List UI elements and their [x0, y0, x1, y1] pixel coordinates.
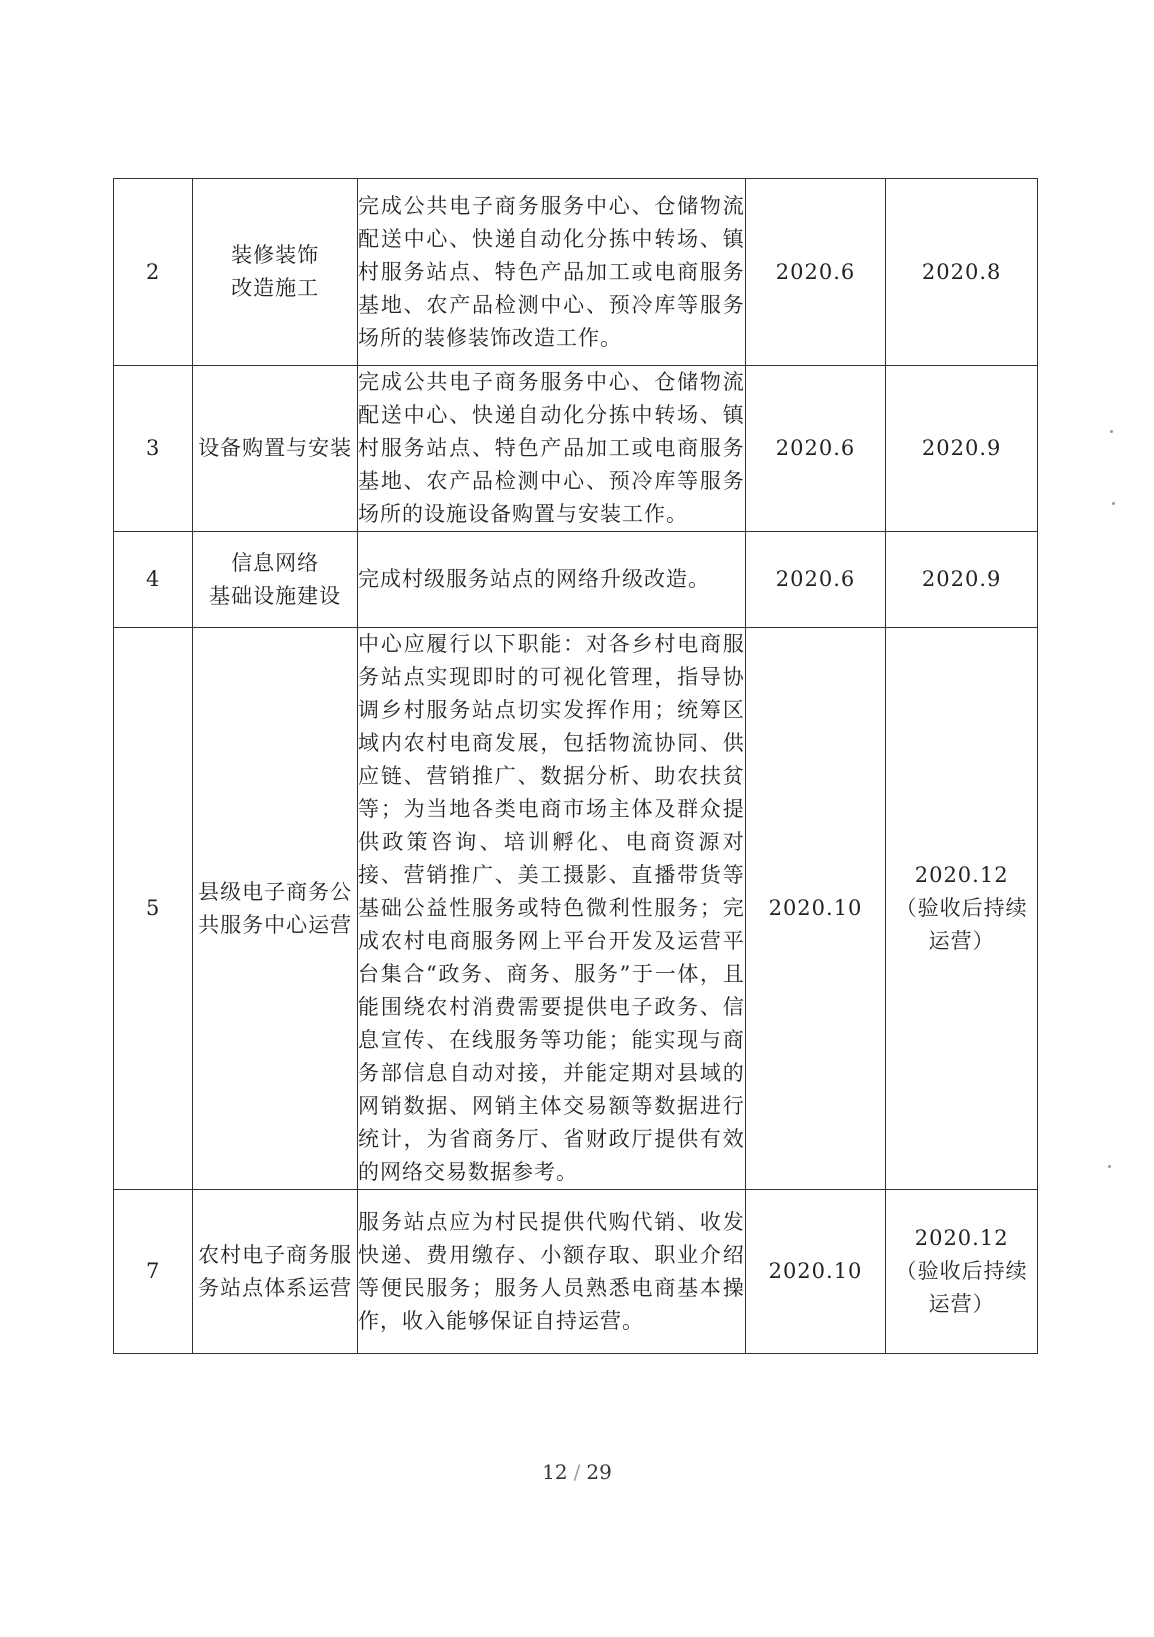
scan-speck	[1108, 1165, 1111, 1168]
task-description-cell	[358, 532, 746, 628]
end-date: 2020.8	[921, 259, 1002, 284]
start-date-cell: 2020.6	[745, 532, 886, 628]
end-date: 2020.12 （验收后持续 运营）	[895, 863, 1028, 953]
task-description: 服务站点应为村民提供代购代销、收发快递、费用缴存、小额存取、职业介绍等便民服务；服务人员熟悉电商基本操作，收入能够保证自持运营。	[358, 1209, 745, 1333]
task-name: 设备购置与安装	[198, 436, 353, 460]
task-description: 中心应履行以下职能：对各乡村电商服务站点实现即时的可视化管理，指导协调乡村服务站点切实发挥作用；统筹区域内农村电商发展，包括物流协同、供应链、营销推广、数据分析、助农扶贫等；为当地各类电商市场主体及群众提供政策咨询、培训孵化、电商资源对接、营销推广、美工摄影、直播带货等基础公益性服务或特色微利性服务；完成农村电商服务网上平台开发及运营平台集合“政务、商务、服务”于一体，且能围绕农村消费需要提供电子政务、信息宣传、在线服务等功能；能实现与商务部信息自动对接，并能定期对县域的网销数据、网销主体交易额等数据进行统计，为省商务厅、省财政厅提供有效的网络交易数据参考。	[358, 632, 745, 1184]
page-number-footer	[0, 1460, 1154, 1484]
task-name-cell	[193, 532, 358, 628]
task-name: 信息网络 基础设施建设	[209, 550, 342, 608]
current-page-number: 12	[542, 1460, 568, 1484]
start-date-cell: 2020.6	[745, 179, 886, 366]
end-date-cell	[886, 179, 1038, 366]
start-date-cell: 2020.6	[745, 366, 886, 532]
task-name-cell	[193, 179, 358, 366]
scan-speck	[1112, 502, 1115, 505]
task-description-cell	[358, 1190, 746, 1354]
end-date: 2020.9	[921, 436, 1002, 460]
task-description: 完成公共电子商务服务中心、仓储物流配送中心、快递自动化分拣中转场、镇村服务站点、特色产品加工或电商服务基地、农产品检测中心、预冷库等服务场所的设施设备购置与安装工作。	[358, 370, 745, 526]
start-date-cell: 2020.10	[745, 628, 886, 1190]
task-description-cell	[358, 628, 746, 1190]
table-row	[114, 532, 1038, 628]
row-number-cell: 7	[114, 1190, 193, 1354]
task-description-cell	[358, 366, 746, 532]
end-date-cell	[886, 532, 1038, 628]
task-name-cell	[193, 1190, 358, 1354]
row-number-cell: 2	[114, 179, 193, 366]
end-date-cell	[886, 628, 1038, 1190]
row-number-cell: 5	[114, 628, 193, 1190]
end-date-cell	[886, 1190, 1038, 1354]
schedule-table	[113, 178, 1038, 1354]
row-number-cell: 4	[114, 532, 193, 628]
task-name: 装修装饰 改造施工	[231, 243, 320, 300]
task-name-cell	[193, 366, 358, 532]
task-name-cell	[193, 628, 358, 1190]
end-date-cell	[886, 366, 1038, 532]
task-description-cell	[358, 179, 746, 366]
page-separator: /	[573, 1460, 581, 1484]
table-row	[114, 628, 1038, 1190]
task-name: 农村电子商务服务站点体系运营	[198, 1242, 353, 1300]
end-date: 2020.12 （验收后持续 运营）	[895, 1226, 1028, 1316]
total-page-count: 29	[586, 1460, 612, 1484]
table-row	[114, 179, 1038, 366]
task-name: 县级电子商务公共服务中心运营	[198, 879, 353, 937]
start-date-cell: 2020.10	[745, 1190, 886, 1354]
table-row	[114, 366, 1038, 532]
row-number-cell: 3	[114, 366, 193, 532]
end-date: 2020.9	[921, 567, 1002, 591]
task-description: 完成公共电子商务服务中心、仓储物流配送中心、快递自动化分拣中转场、镇村服务站点、特色产品加工或电商服务基地、农产品检测中心、预冷库等服务场所的装修装饰改造工作。	[358, 193, 745, 350]
scan-speck	[1110, 430, 1113, 433]
table-row	[114, 1190, 1038, 1354]
task-description: 完成村级服务站点的网络升级改造。	[358, 567, 711, 591]
